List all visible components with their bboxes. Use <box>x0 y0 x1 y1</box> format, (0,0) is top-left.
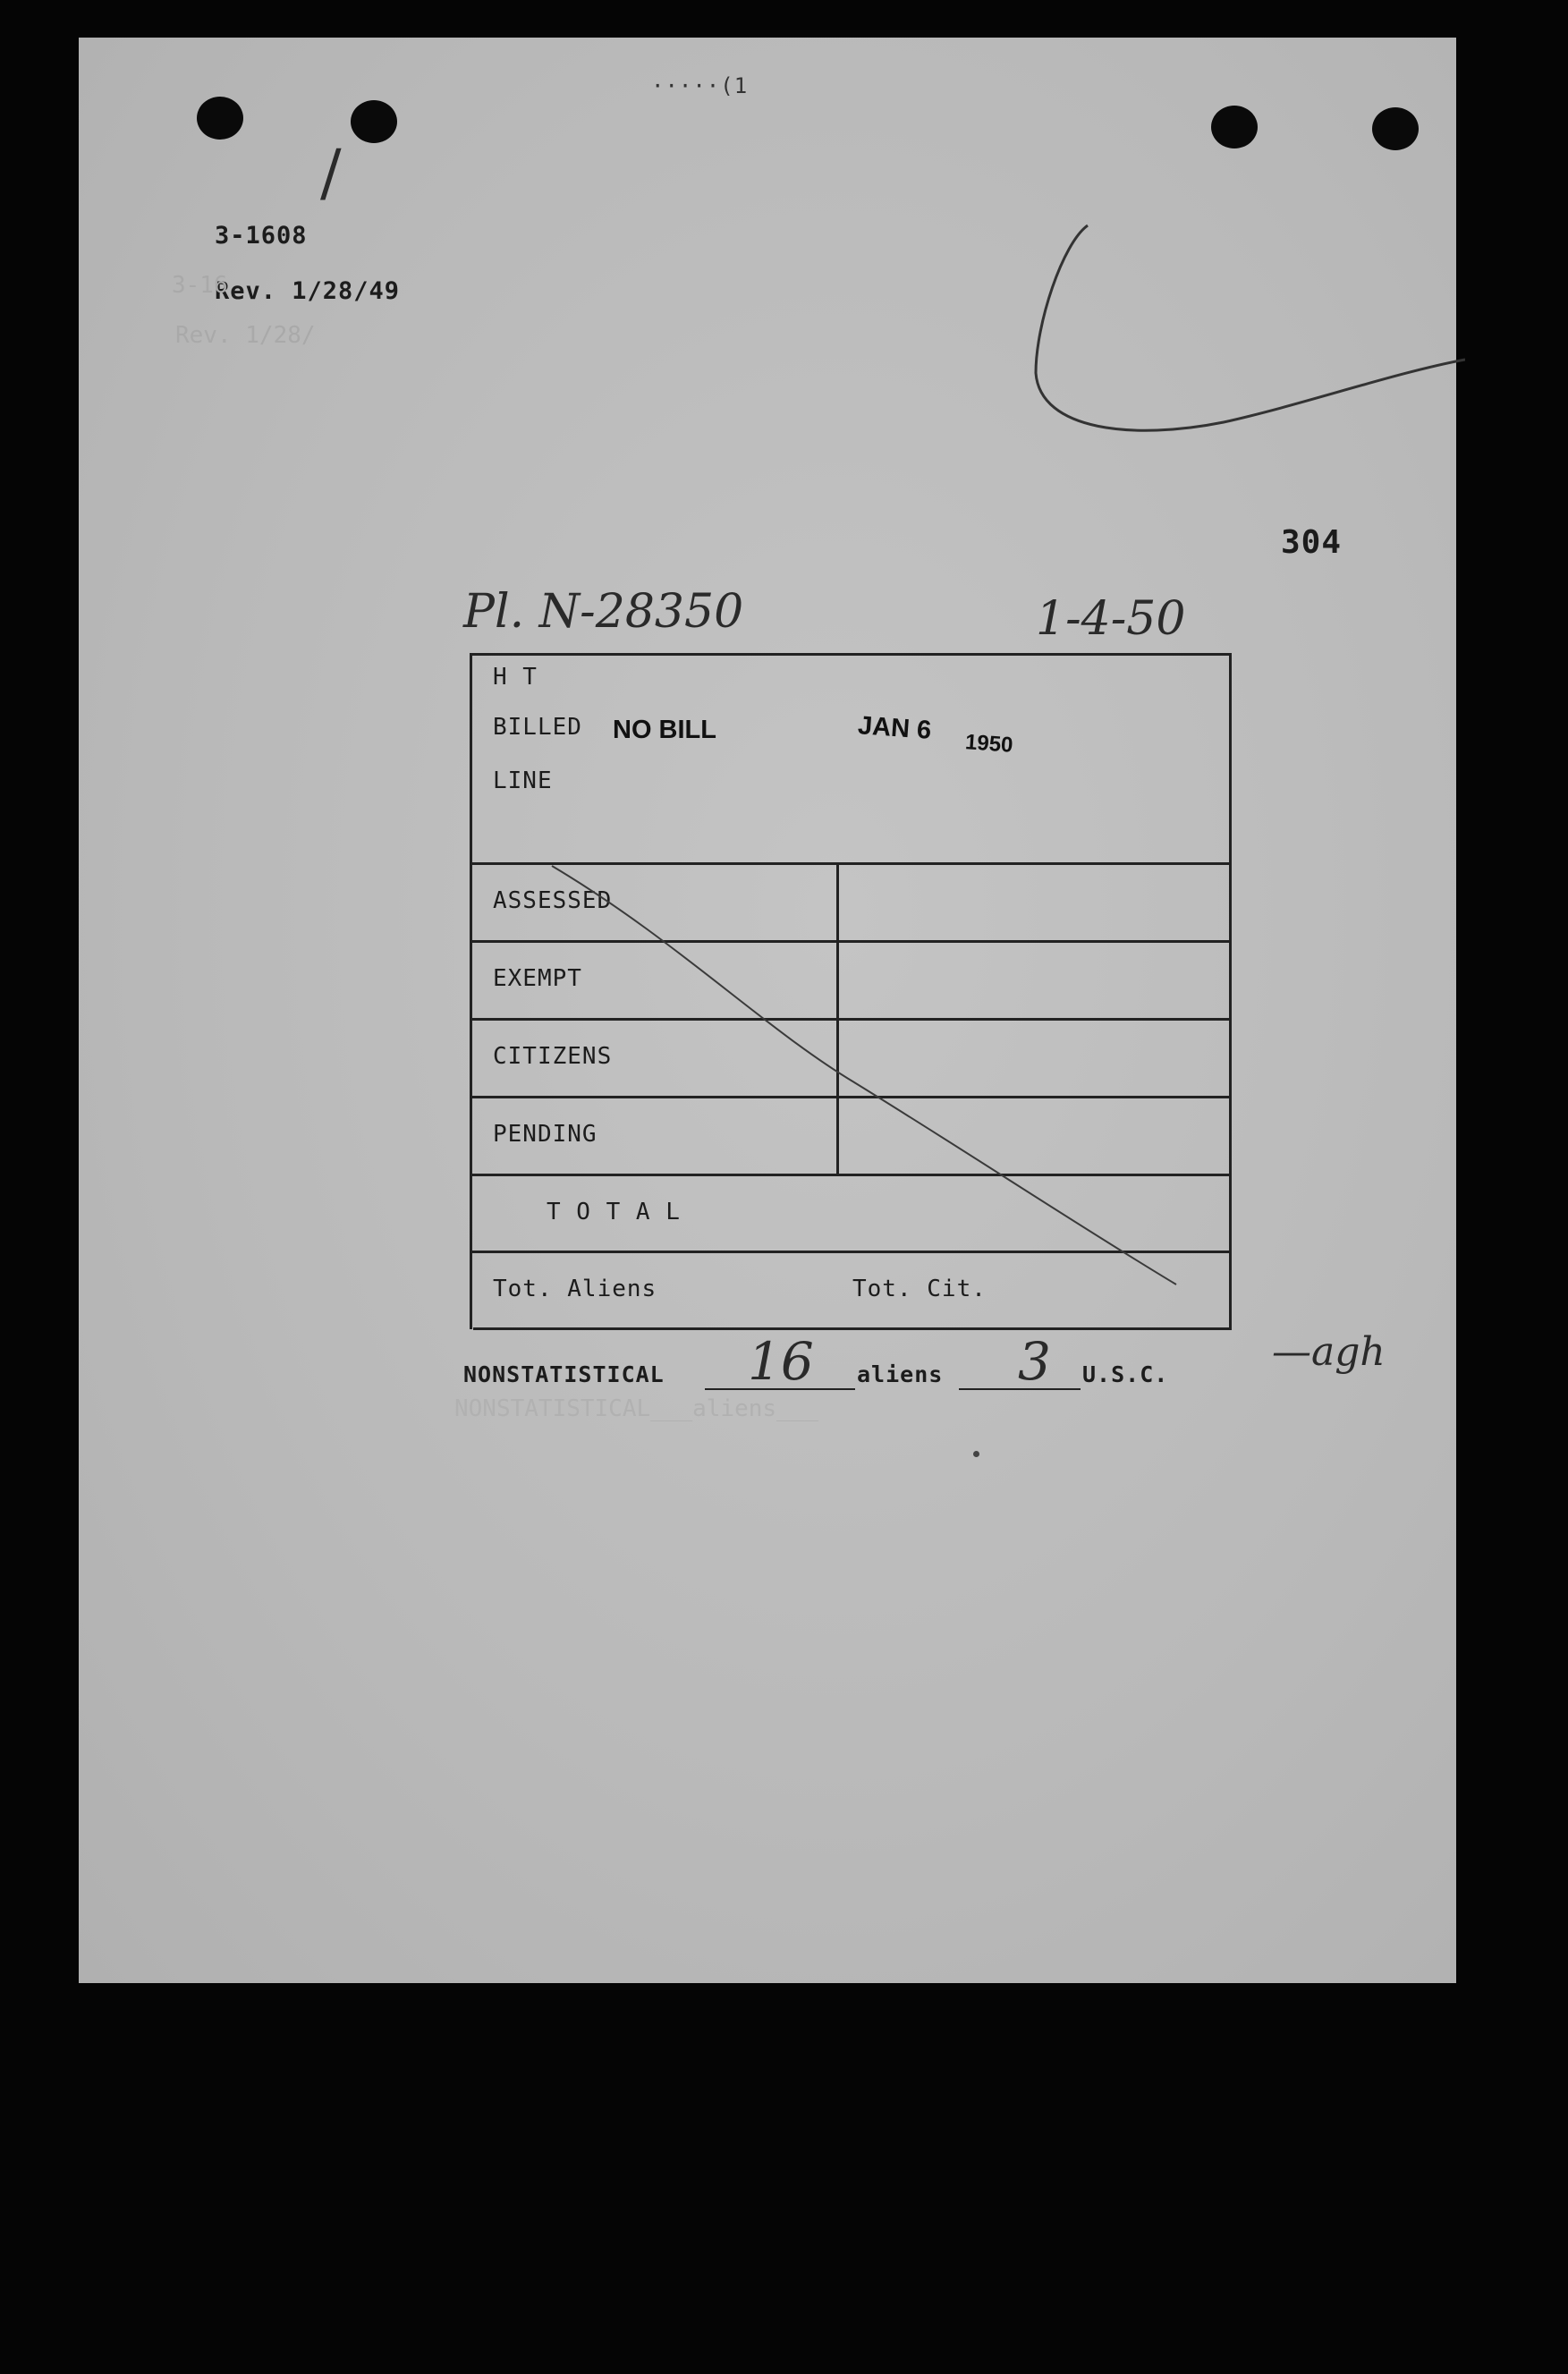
punch-hole-2 <box>351 100 397 143</box>
row-label-citizens: CITIZENS <box>493 1043 613 1070</box>
tot-aliens-label: Tot. Aliens <box>493 1276 657 1302</box>
header-fragment: ·····(1 <box>651 73 749 98</box>
pencil-strike-line <box>470 653 1232 1329</box>
row-label-exempt: EXEMPT <box>493 965 582 992</box>
tot-cit-label: Tot. Cit. <box>852 1276 987 1302</box>
usc-count: 3 <box>1018 1331 1051 1392</box>
punch-hole-3 <box>1211 106 1258 148</box>
document-page <box>79 38 1456 1983</box>
aliens-label: aliens <box>857 1361 944 1387</box>
date-stamp-year: 1950 <box>964 730 1014 758</box>
line-label: LINE <box>493 767 553 794</box>
total-label: T O T A L <box>547 1199 681 1225</box>
paper-speck <box>973 1451 979 1457</box>
billed-label: BILLED <box>493 714 582 741</box>
row-label-assessed: ASSESSED <box>493 887 613 914</box>
punch-hole-4 <box>1372 107 1419 150</box>
ht-label: H T <box>493 664 538 691</box>
ghost-form-revision: Rev. 1/28/ <box>175 322 316 349</box>
reference-number: Pl. N-28350 <box>463 585 744 639</box>
usc-label: U.S.C. <box>1082 1361 1169 1387</box>
ghost-nonstatistical: NONSTATISTICAL___aliens___ <box>454 1395 818 1422</box>
punch-hole-1 <box>197 97 243 140</box>
row-label-pending: PENDING <box>493 1121 598 1148</box>
date-stamp-month-day: JAN 6 <box>857 711 933 745</box>
handwritten-initials: —agh <box>1272 1329 1386 1375</box>
statistics-table <box>470 653 1232 1329</box>
page-number: 304 <box>1281 524 1343 561</box>
tick-mark: / <box>320 136 342 209</box>
nonstatistical-label: NONSTATISTICAL <box>463 1361 665 1387</box>
form-number: 3-1608 <box>215 222 308 250</box>
pencil-curve-mark <box>928 181 1465 485</box>
form-revision: Rev. 1/28/49 <box>215 277 401 305</box>
ghost-form-number: 3-16 <box>172 272 228 299</box>
handwritten-date: 1-4-50 <box>1036 592 1186 646</box>
aliens-count: 16 <box>748 1331 814 1392</box>
no-bill-stamp: NO BILL <box>613 716 716 744</box>
